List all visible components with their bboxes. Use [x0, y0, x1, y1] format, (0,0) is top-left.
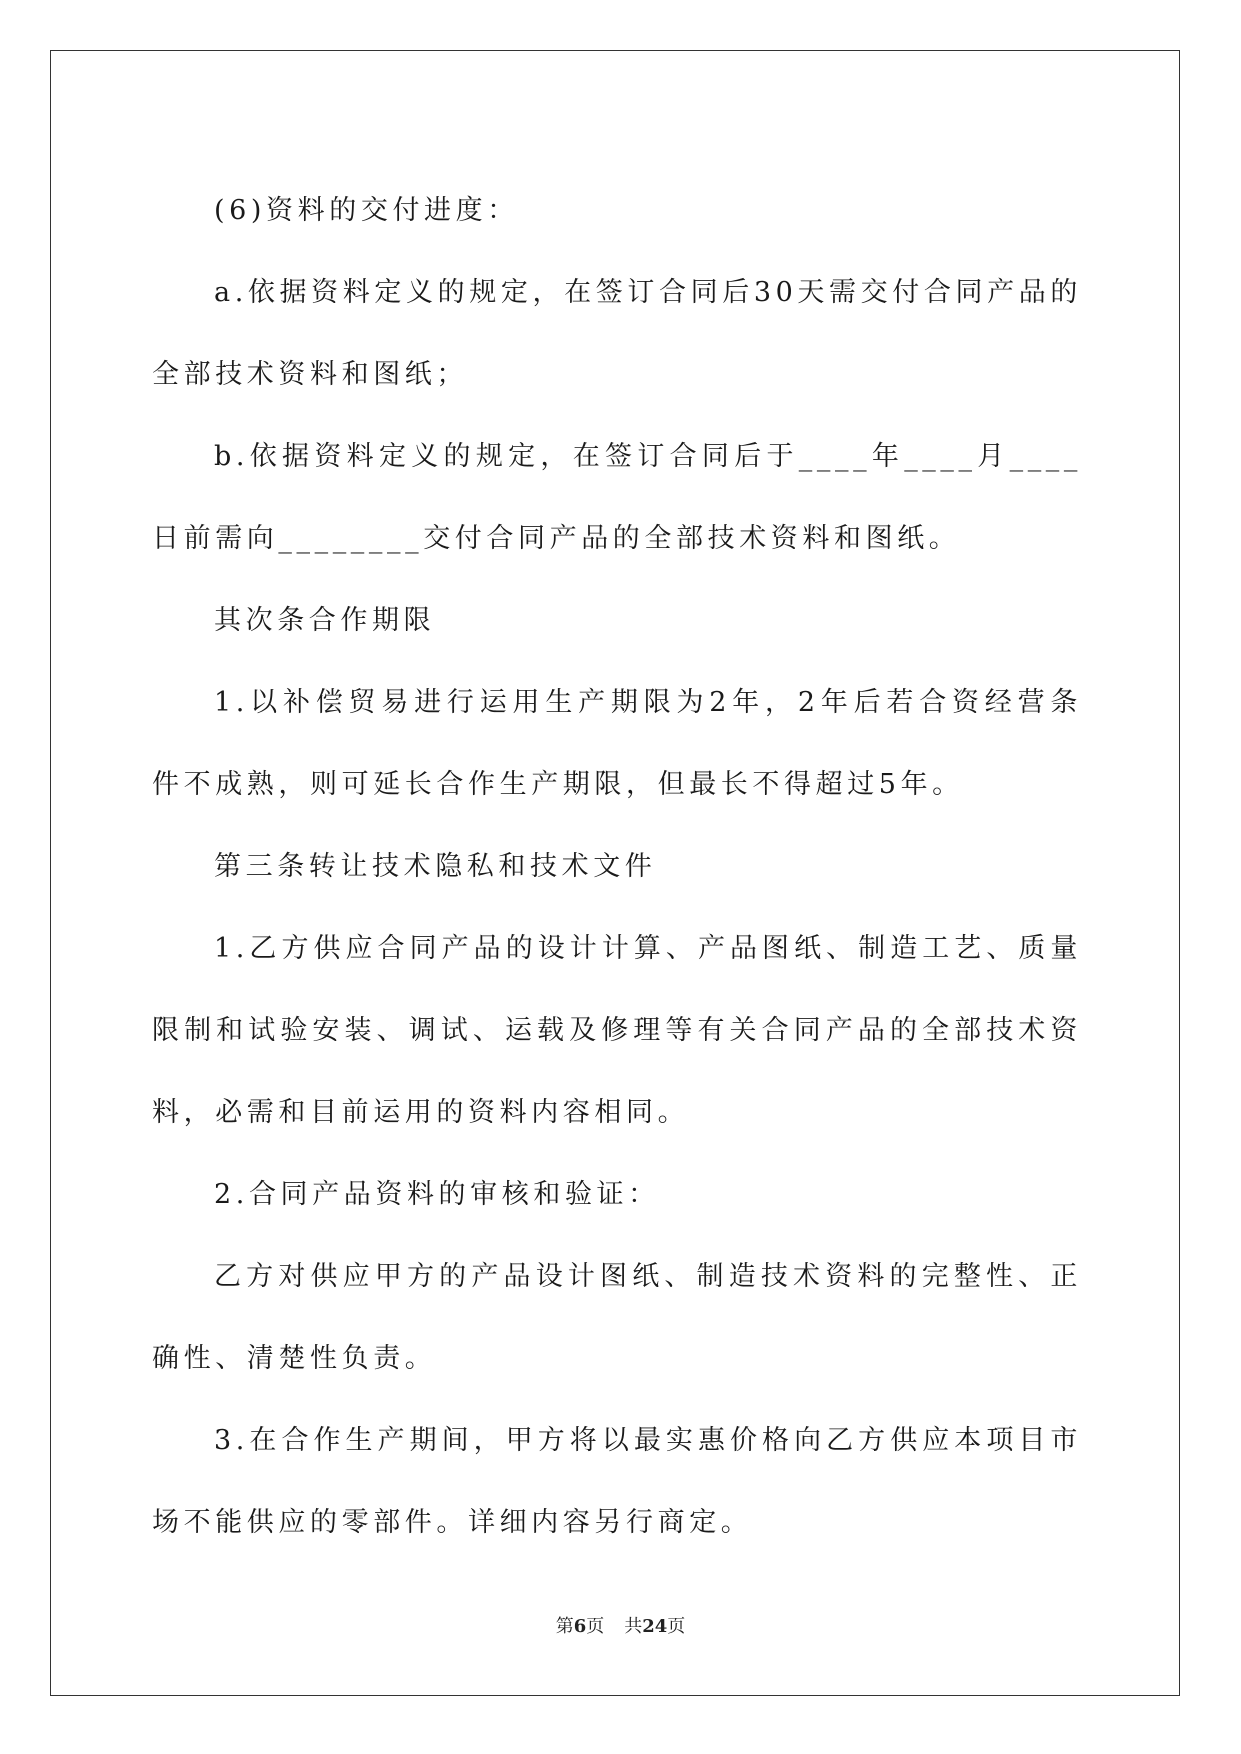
paragraph-item-a — [152, 252, 1082, 416]
text-line: 制和试验安装、调试、运载及修理等有关合同产品的全部技术资料， — [152, 1015, 1082, 1128]
text-line: 需向________交付合同产品的全部技术资料和图纸。 — [215, 523, 961, 554]
text-line: b.依据资料定义的规定，在签订合同后于____年____月____日前 — [152, 441, 1082, 554]
total-suffix: 页 — [667, 1616, 686, 1637]
page-prefix: 第 — [555, 1616, 574, 1637]
document-body — [152, 170, 1082, 1564]
text-line: 部技术资料和图纸； — [183, 359, 469, 390]
paragraph-responsibility — [152, 1236, 1082, 1400]
paragraph-item-b — [152, 416, 1082, 580]
total-prefix: 共 — [624, 1616, 643, 1637]
text-line: 第三条转让技术隐私和技术文件 — [214, 851, 657, 882]
text-line: (6)资料的交付进度： — [214, 195, 519, 226]
section-heading-cooperation-term — [152, 580, 1082, 662]
paragraph-transfer-3 — [152, 1400, 1082, 1564]
paragraph-delivery-schedule — [152, 170, 1082, 252]
page-current-number: 6 — [573, 1616, 587, 1637]
text-line: 2.合同产品资料的审核和验证： — [214, 1179, 660, 1210]
text-line: a.依据资料定义的规定，在签订合同后30天需交付合同产品的全 — [152, 277, 1082, 390]
text-line: 必需和目前运用的资料内容相同。 — [215, 1097, 690, 1128]
page-suffix: 页 — [586, 1616, 605, 1637]
text-line: 性、清楚性负责。 — [183, 1343, 437, 1374]
section-heading-technology-transfer — [152, 826, 1082, 908]
text-line: 不能供应的零部件。详细内容另行商定。 — [183, 1507, 753, 1538]
page-footer — [0, 1612, 1241, 1638]
text-line: 不成熟，则可延长合作生产期限，但最长不得超过5年。 — [183, 769, 964, 800]
paragraph-transfer-1 — [152, 908, 1082, 1154]
paragraph-transfer-2 — [152, 1154, 1082, 1236]
text-line: 3.在合作生产期间，甲方将以最实惠价格向乙方供应本项目市场 — [152, 1425, 1082, 1538]
text-line: 1.乙方供应合同产品的设计计算、产品图纸、制造工艺、质量限 — [152, 933, 1082, 1046]
text-line: 1.以补偿贸易进行运用生产期限为2年，2年后若合资经营条件 — [152, 687, 1082, 800]
paragraph-term-1 — [152, 662, 1082, 826]
text-line: 乙方对供应甲方的产品设计图纸、制造技术资料的完整性、正确 — [152, 1261, 1082, 1374]
text-line: 其次条合作期限 — [214, 605, 436, 636]
page-total-number: 24 — [642, 1616, 668, 1637]
